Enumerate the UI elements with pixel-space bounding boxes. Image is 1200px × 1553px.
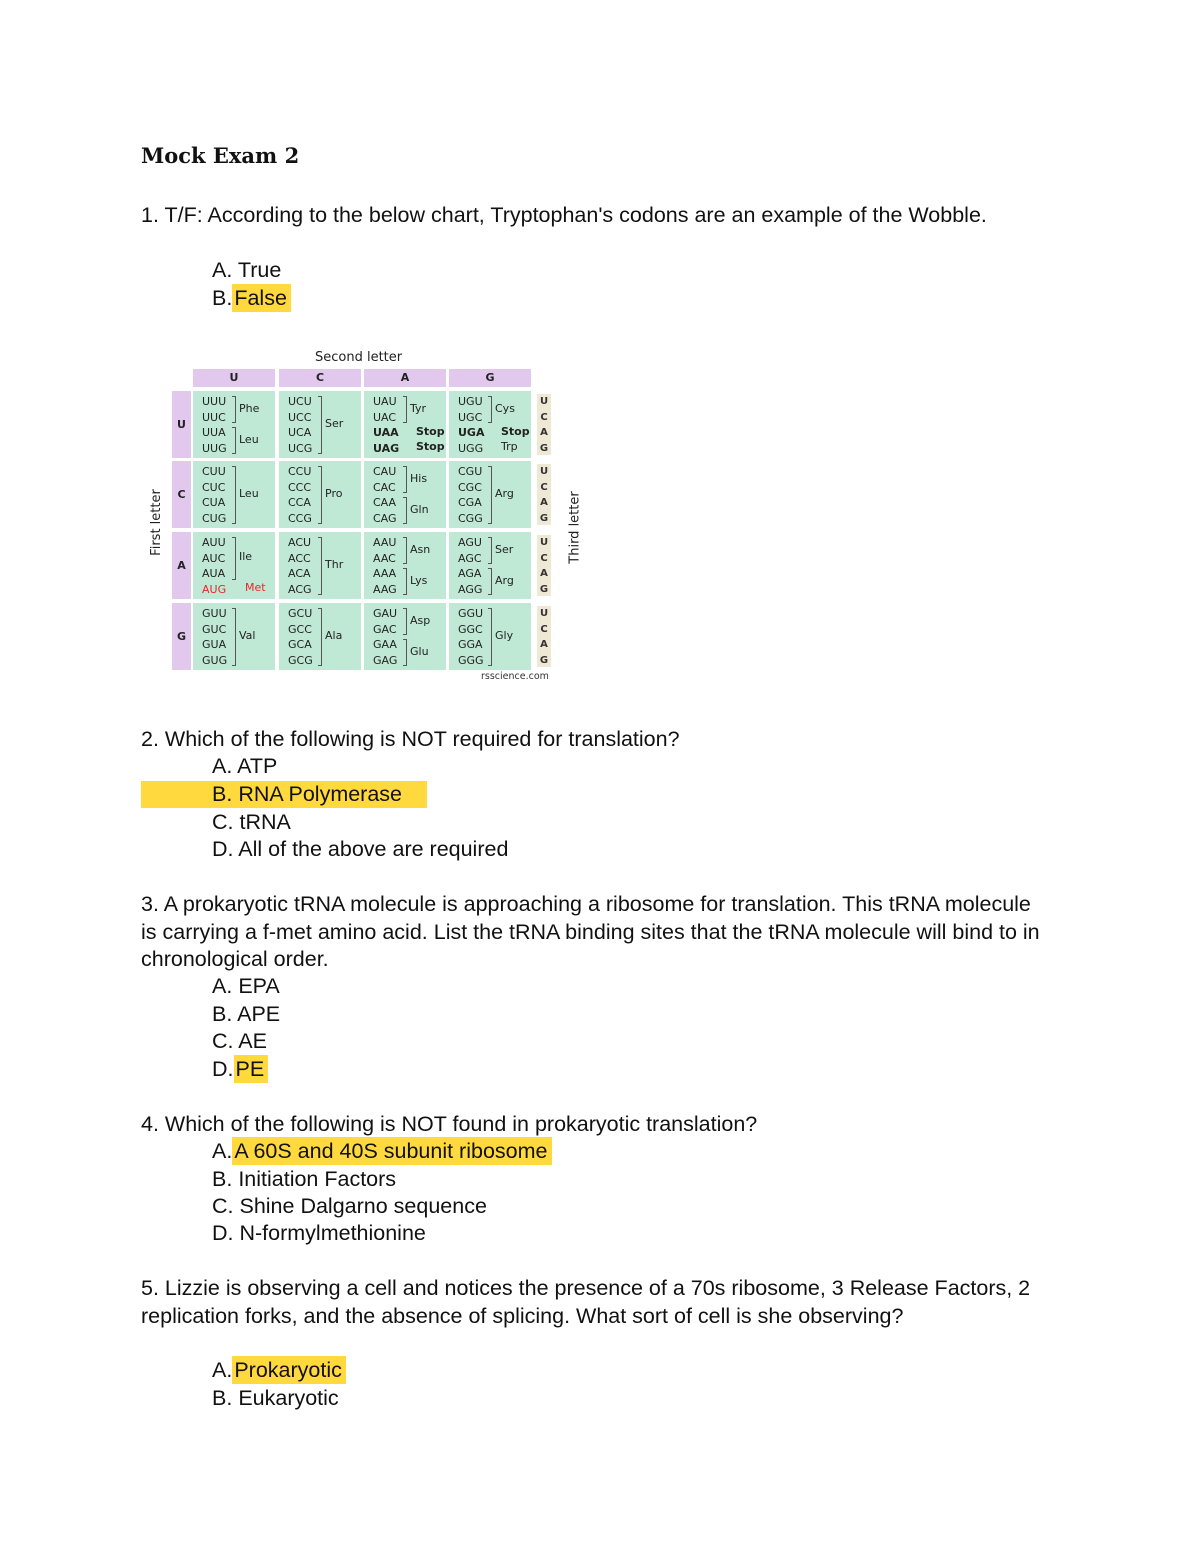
amino-acid: Cys: [495, 401, 515, 415]
codon-chart: [145, 345, 583, 687]
second-letter-header-c: C: [279, 369, 361, 387]
third-letter-label: Third letter: [567, 491, 583, 564]
bracket: [232, 608, 236, 666]
codon: GCC: [288, 622, 312, 636]
codon: UCU: [288, 395, 312, 408]
codon: UCC: [288, 410, 312, 424]
bracket: [318, 466, 322, 524]
codon: CGA: [458, 496, 482, 509]
codon: ACA: [288, 567, 311, 580]
codon: CGC: [458, 480, 482, 494]
bracket: [318, 608, 322, 666]
bracket: [403, 537, 407, 564]
third-letter-c: C: [540, 623, 548, 635]
option-letter: D.: [212, 1057, 234, 1081]
codon: UAC: [373, 410, 397, 424]
bracket: [318, 396, 322, 454]
question-4-option-b: [212, 1166, 396, 1194]
amino-acid: Leu: [239, 487, 259, 500]
question-3-option-d: [212, 1056, 268, 1084]
question-1-option-a: [212, 257, 281, 285]
question-1-prompt: 1. T/F: According to the below chart, Tryptophan's codons are an example of the Wobble.: [141, 203, 987, 227]
third-letter-g: G: [539, 512, 549, 524]
amino-acid: Asp: [410, 613, 431, 627]
option-text: True: [237, 258, 282, 282]
bracket: [488, 466, 492, 524]
highlighted-answer: RNA Polymerase: [238, 782, 403, 806]
codon: UUC: [202, 410, 226, 424]
question-2-option-b: [212, 781, 402, 809]
bracket: [488, 396, 492, 423]
option-letter: C.: [212, 1194, 234, 1218]
option-text: EPA: [238, 974, 280, 998]
codon: AAA: [373, 567, 397, 580]
codon: UAU: [373, 395, 397, 408]
option-letter: A.: [212, 1358, 233, 1382]
first-letter-label: First letter: [148, 489, 164, 556]
question-3-prompt: 3. A prokaryotic tRNA molecule is approaching a ribosome for translation. This tRNA molecule is carrying a f-met amino acid. List the tRNA binding sites that the tRNA molecule will bind to in chronological order.: [141, 892, 1040, 971]
amino-acid: Ile: [239, 550, 253, 564]
third-letter-u: U: [539, 608, 549, 619]
bracket: [232, 466, 236, 524]
option-letter: B.: [212, 1002, 233, 1026]
codon: UUG: [202, 441, 227, 455]
page-title: Mock Exam 2: [141, 143, 300, 168]
option-text: Shine Dalgarno sequence: [239, 1194, 487, 1218]
codon: AGG: [458, 582, 483, 596]
question-4-option-a: [212, 1138, 552, 1166]
highlighted-answer: A 60S and 40S subunit ribosome: [232, 1137, 551, 1165]
codon: AGC: [458, 551, 482, 565]
amino-acid: Val: [239, 629, 256, 642]
bracket: [232, 396, 236, 423]
amino-acid: Pro: [325, 487, 343, 500]
codon: UGU: [458, 395, 483, 408]
third-letter-u: U: [539, 537, 549, 548]
question-3-option-b: [212, 1001, 280, 1029]
codon: ACG: [288, 582, 312, 596]
codon: GGA: [458, 638, 483, 651]
option-text: Initiation Factors: [238, 1167, 397, 1191]
third-letter-u: U: [539, 466, 549, 477]
codon: AAC: [373, 551, 396, 565]
bracket: [403, 568, 407, 595]
codon: CCU: [288, 465, 312, 478]
option-text: tRNA: [239, 810, 291, 834]
codon: CUC: [202, 480, 226, 494]
question-4-option-d: [212, 1220, 426, 1248]
second-letter-header-g: G: [449, 369, 531, 387]
option-letter: D.: [212, 837, 234, 861]
codon: GCA: [288, 638, 312, 651]
option-text: AE: [238, 1029, 267, 1053]
highlighted-answer: Prokaryotic: [232, 1356, 346, 1384]
option-letter: C.: [212, 1029, 234, 1053]
codon: GGC: [458, 622, 483, 636]
amino-acid: Glu: [410, 644, 429, 658]
bracket: [403, 497, 407, 524]
bracket: [232, 427, 236, 454]
codon: UGA: [458, 426, 485, 439]
codon: GUU: [202, 607, 227, 620]
question-5-option-a: [212, 1357, 346, 1385]
amino-acid: Asn: [410, 542, 431, 556]
codon: UCG: [288, 441, 313, 455]
question-4-option-c: [212, 1193, 487, 1221]
bracket: [318, 537, 322, 595]
bracket: [232, 537, 236, 580]
amino-acid: Tyr: [410, 401, 427, 415]
option-text: N-formylmethionine: [239, 1221, 426, 1245]
codon: AGA: [458, 567, 482, 580]
third-letter-c: C: [540, 481, 548, 493]
option-letter: A.: [212, 974, 233, 998]
option-letter: A.: [212, 258, 233, 282]
codon: GUG: [202, 653, 228, 667]
codon: CCG: [288, 511, 312, 525]
option-letter: B.: [212, 286, 233, 310]
codon: CUA: [202, 496, 226, 509]
codon: CAG: [373, 511, 397, 525]
question-4-prompt: 4. Which of the following is NOT found in prokaryotic translation?: [141, 1112, 758, 1136]
first-letter-g: G: [172, 603, 191, 670]
codon: AAG: [373, 582, 397, 596]
codon: GUA: [202, 638, 227, 651]
codon: GAC: [373, 622, 397, 636]
highlighted-answer: False: [232, 284, 291, 312]
bracket: [488, 537, 492, 564]
second-letter-header-a: A: [364, 369, 446, 387]
codon: GAG: [373, 653, 398, 667]
third-letter-column: [537, 535, 551, 596]
third-letter-g: G: [539, 442, 549, 454]
option-text: ATP: [237, 754, 278, 778]
codon: CUU: [202, 465, 226, 478]
codon: UUU: [202, 395, 227, 408]
codon: CAU: [373, 465, 397, 478]
amino-acid: Stop: [501, 424, 530, 438]
first-letter-u: U: [172, 391, 191, 458]
codon: AGU: [458, 536, 482, 549]
first-letter-c: C: [172, 461, 191, 528]
codon: UAG: [373, 441, 400, 455]
question-3-option-a: [212, 973, 280, 1001]
second-letter-header-u: U: [193, 369, 275, 387]
chart-source: rsscience.com: [481, 671, 549, 682]
third-letter-column: [537, 606, 551, 667]
first-letter-a: A: [172, 532, 191, 599]
codon: UGC: [458, 410, 483, 424]
codon: AAU: [373, 536, 397, 549]
codon: GCU: [288, 607, 313, 620]
question-5-prompt: 5. Lizzie is observing a cell and notices the presence of a 70s ribosome, 3 Release Factors, 2 replication forks, and the absence of splicing. What sort of cell is she observing?: [141, 1276, 1031, 1328]
amino-acid: Ser: [325, 417, 344, 430]
question-2-prompt: 2. Which of the following is NOT required for translation?: [141, 727, 680, 751]
bracket: [403, 466, 407, 493]
amino-acid: Ala: [325, 629, 343, 642]
bracket: [403, 639, 407, 666]
codon: ACU: [288, 536, 312, 549]
codon: AUG: [202, 582, 227, 596]
option-letter: C.: [212, 810, 234, 834]
third-letter-a: A: [540, 639, 548, 650]
option-letter: A.: [212, 1139, 233, 1163]
option-letter: B.: [212, 782, 233, 806]
question-2-option-d: [212, 836, 508, 864]
codon: UGG: [458, 441, 484, 455]
question-2-option-a: [212, 753, 277, 781]
codon: GGU: [458, 607, 484, 620]
codon: AUA: [202, 567, 226, 580]
codon: GAU: [373, 607, 398, 620]
question-5-option-b: [212, 1385, 339, 1413]
option-letter: B.: [212, 1167, 233, 1191]
option-text: Eukaryotic: [238, 1386, 339, 1410]
amino-acid: Ser: [495, 542, 514, 556]
question-2-option-c: [212, 809, 291, 837]
codon: CCC: [288, 480, 312, 494]
codon: CGG: [458, 511, 483, 525]
bracket: [488, 608, 492, 666]
codon: GGG: [458, 653, 484, 667]
amino-acid: Stop: [416, 440, 445, 454]
bracket: [403, 396, 407, 423]
bracket: [403, 608, 407, 635]
amino-acid: Arg: [495, 487, 514, 500]
bracket: [488, 568, 492, 595]
amino-acid: Arg: [495, 573, 514, 587]
third-letter-a: A: [540, 427, 548, 438]
codon: GCG: [288, 653, 313, 667]
option-letter: A.: [212, 754, 233, 778]
amino-acid: Phe: [239, 401, 260, 415]
third-letter-a: A: [540, 568, 548, 579]
third-letter-u: U: [539, 396, 549, 407]
codon: CAC: [373, 480, 396, 494]
codon: CAA: [373, 496, 397, 509]
amino-acid: Gly: [495, 629, 514, 642]
amino-acid: Stop: [416, 424, 445, 438]
codon: UUA: [202, 426, 226, 439]
question-3-option-c: [212, 1028, 267, 1056]
third-letter-column: [537, 464, 551, 525]
third-letter-c: C: [540, 552, 548, 564]
third-letter-g: G: [539, 654, 549, 666]
amino-acid: Lys: [410, 573, 428, 587]
codon: ACC: [288, 551, 311, 565]
amino-acid: Thr: [325, 558, 344, 571]
codon: GAA: [373, 638, 397, 651]
third-letter-g: G: [539, 583, 549, 595]
option-text: APE: [237, 1002, 281, 1026]
third-letter-column: [537, 394, 551, 455]
codon: UCA: [288, 426, 312, 439]
codon: AUU: [202, 536, 226, 549]
codon: CUG: [202, 511, 227, 525]
amino-acid: Trp: [501, 440, 518, 454]
codon: CGU: [458, 465, 483, 478]
codon: UAA: [373, 426, 399, 439]
highlighted-answer: PE: [234, 1055, 269, 1083]
codon: AUC: [202, 551, 226, 565]
amino-acid: Leu: [239, 432, 259, 446]
codon: CCA: [288, 496, 311, 509]
option-letter: D.: [212, 1221, 234, 1245]
third-letter-a: A: [540, 497, 548, 508]
amino-acid: His: [410, 471, 428, 485]
third-letter-c: C: [540, 411, 548, 423]
amino-acid: Met: [245, 581, 266, 595]
option-letter: B.: [212, 1386, 233, 1410]
option-text: All of the above are required: [238, 837, 509, 861]
amino-acid: Gln: [410, 502, 429, 516]
second-letter-label: Second letter: [315, 350, 403, 365]
question-1-option-b: [212, 285, 291, 313]
codon: GUC: [202, 622, 227, 636]
